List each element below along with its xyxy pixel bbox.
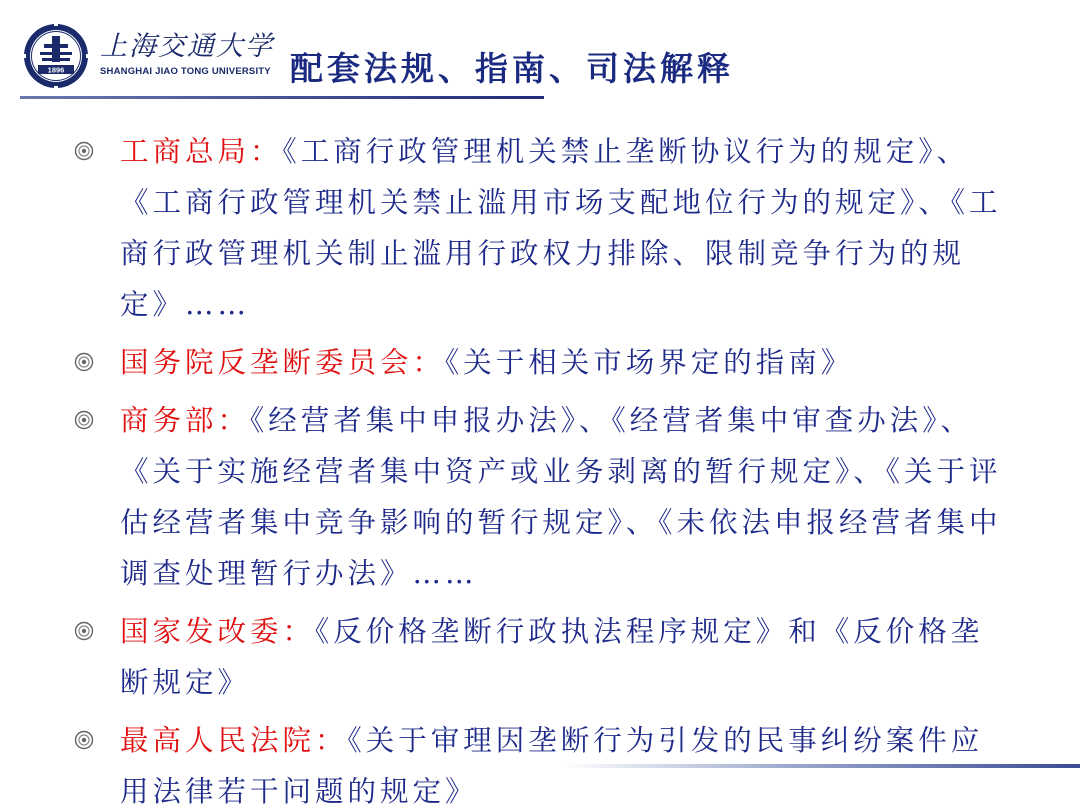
- page-title: 配套法规、指南、司法解释: [290, 49, 734, 88]
- agency-label: 工商总局：: [120, 135, 283, 168]
- university-name-cn: 上海交通大学: [100, 31, 274, 62]
- bullet-icon: [74, 410, 94, 430]
- slide-header: [0, 0, 1080, 100]
- regulation-text: 《工商行政管理机关禁止垄断协议行为的规定》、《工商行政管理机关禁止滥用市场支配地位行为的规定》、《工商行政管理机关制止滥用行政权力排除、限制竞争行为的规定》……: [120, 135, 1002, 321]
- bullet-icon: [74, 141, 94, 161]
- bullet-icon: [74, 730, 94, 750]
- bullet-icon: [74, 352, 94, 372]
- list-item: [120, 395, 1010, 599]
- regulation-text: 《关于相关市场界定的指南》: [445, 346, 854, 379]
- regulation-text: 《反价格垄断行政执法程序规定》和《反价格垄断规定》: [120, 615, 984, 699]
- header-divider: [20, 96, 544, 99]
- university-name-en: SHANGHAI JIAO TONG UNIVERSITY: [100, 66, 271, 77]
- agency-label: 商务部：: [120, 404, 251, 437]
- list-item: [120, 715, 1010, 810]
- list-item: [120, 606, 1010, 708]
- university-emblem-icon: [22, 22, 90, 90]
- bullet-list: [0, 126, 1080, 810]
- list-item: [120, 337, 1010, 388]
- agency-label: 国务院反垄断委员会：: [120, 346, 446, 379]
- footer-divider: [560, 764, 1080, 768]
- emblem-year: 1896: [47, 65, 65, 75]
- regulation-text: 《关于审理因垄断行为引发的民事纠纷案件应用法律若干问题的规定》: [120, 724, 984, 808]
- list-item: [120, 126, 1010, 330]
- agency-label: 国家发改委：: [120, 615, 316, 648]
- regulation-text: 《经营者集中申报办法》、《经营者集中审查办法》、《关于实施经营者集中资产或业务剥离的暂行规定》、《关于评估经营者集中竞争影响的暂行规定》、《未依法申报经营者集中调查处理暂行办法》……: [120, 404, 1002, 590]
- agency-label: 最高人民法院：: [120, 724, 348, 757]
- bullet-icon: [74, 621, 94, 641]
